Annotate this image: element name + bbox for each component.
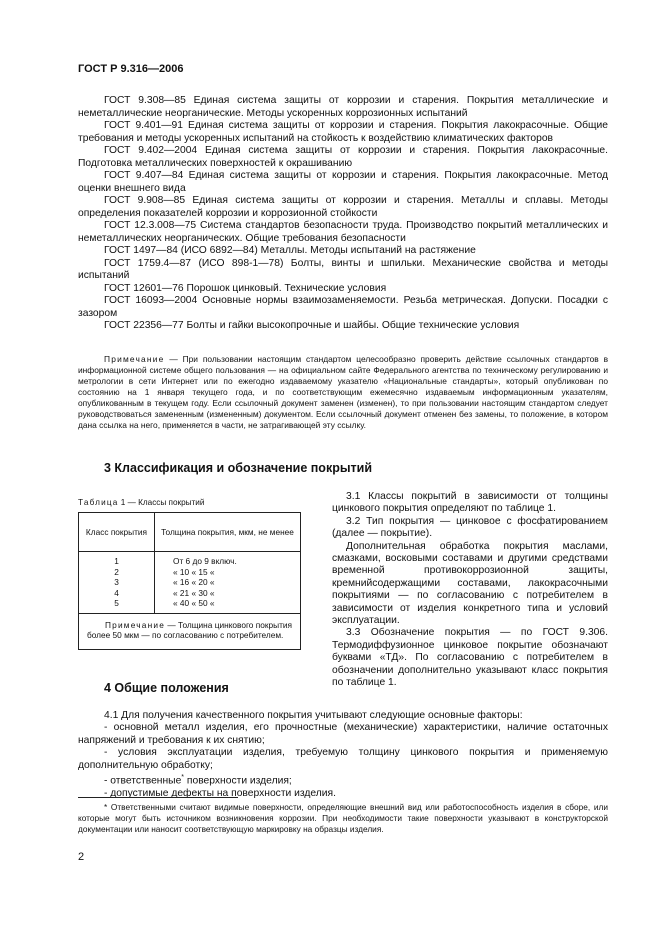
- reference-item: ГОСТ 1497—84 (ИСО 6892—84) Металлы. Методы испытаний на растяжение: [104, 245, 476, 256]
- list-item: [78, 772, 608, 788]
- footnote-divider: [78, 797, 238, 798]
- class-value: 1: [114, 556, 119, 566]
- note-text: — При пользовании настоящим стандартом целесообразно проверить действие ссылочных стандартов в информационной системе общего пользования — на официальном сайте Федерального агентства по техническому регулированию и метрологии в сети Интернет или по ежегодно издаваемому указателю «Национальные стандарты», который опубликован по состоянию на 1 января текущего года, и по соответствующим ежемесячно издаваемым информационным указателям, опубликованным в текущем году. Если ссылочный документ заменен (изменен), то при пользовании настоящим стандартом следует руководствоваться замененным (измененным) документом. Если ссылочный документ отменен без замены, то положение, в котором дана ссылка на него, применяется в части, не затрагивающей эту ссылку.: [78, 354, 609, 430]
- footnote-marker: *: [181, 774, 185, 782]
- table-caption-text: 1 — Классы покрытий: [120, 498, 205, 507]
- col-header-class: Класс покрытия: [79, 513, 155, 552]
- table-note-row: [79, 613, 301, 649]
- reference-item: ГОСТ 12601—76 Порошок цинковый. Технические условия: [104, 282, 387, 294]
- class-values-cell: [79, 552, 155, 614]
- class-value: 2: [114, 566, 119, 577]
- thickness-values-cell: [155, 552, 301, 614]
- normative-references-list: [78, 95, 608, 333]
- section-4-text: [78, 710, 608, 800]
- reference-item: ГОСТ 9.402—2004 Единая система защиты от коррозии и старения. Покрытия лакокрасочные. Подготовка металлических поверхностей к окрашиванию: [78, 145, 608, 169]
- note-label: Примечание: [104, 354, 165, 364]
- references-note: [78, 354, 608, 431]
- page-number: 2: [78, 851, 85, 863]
- section-4-title: 4 Общие положения: [104, 681, 229, 695]
- table-note-cell: [79, 613, 301, 649]
- col-header-thickness: Толщина покрытия, мкм, не менее: [155, 513, 301, 552]
- thickness-value: « 21 « 30 «: [173, 587, 215, 598]
- list-item: - основной металл изделия, его прочностные (механические) характеристики, наличие остаточных напряжений и требования к их снятию;: [78, 722, 608, 746]
- class-value: 4: [114, 587, 119, 598]
- document-code-header: ГОСТ Р 9.316—2006: [78, 63, 184, 75]
- thickness-value: « 10 « 15 «: [173, 566, 215, 577]
- reference-item: ГОСТ 9.308—85 Единая система защиты от коррозии и старения. Покрытия металлические и неметаллические неорганические. Методы ускоренных коррозионных испытаний: [78, 95, 608, 119]
- list-item: - условия эксплуатации изделия, требуемую толщину цинкового покрытия и применяемую дополнительную обработку;: [78, 747, 608, 771]
- paragraph: 3.3 Обозначение покрытия — по ГОСТ 9.306. Термодиффузионное цинковое покрытие обозначают буквами «ТД». По согласованию с потребителем в обозначении дополнительно указывают класс покрытия по таблице 1.: [332, 627, 608, 689]
- reference-item: ГОСТ 1759.4—87 (ИСО 898-1—78) Болты, винты и шпильки. Механические свойства и методы испытаний: [78, 257, 608, 281]
- class-value: 3: [114, 577, 119, 587]
- reference-item: ГОСТ 9.908—85 Единая система защиты от коррозии и старения. Металлы и сплавы. Методы определения показателей коррозии и коррозионной стойкости: [78, 195, 608, 219]
- footnote: * Ответственными считают видимые поверхности, определяющие внешний вид или работоспособность изделия в сборе, или которые могут быть источником возникновения коррозии. При необходимости такие поверхности указывают в конструкторской документации или наносит соответствующую маркировку на образцы изделия.: [78, 802, 608, 834]
- reference-item: ГОСТ 22356—77 Болты и гайки высокопрочные и шайбы. Общие технические условия: [104, 320, 520, 331]
- class-value: 5: [114, 598, 119, 608]
- list-item-tail: поверхности изделия;: [184, 775, 292, 787]
- table-header-row: [79, 513, 301, 552]
- thickness-value: От 6 до 9 включ.: [173, 556, 237, 566]
- table-label: Таблица: [78, 498, 119, 507]
- reference-item: ГОСТ 9.401—91 Единая система защиты от коррозии и старения. Покрытия лакокрасочные. Общие требования и методы ускоренных испытаний на стойкость к воздействию климатических факторов: [78, 120, 608, 144]
- coating-classes-table: [78, 512, 301, 650]
- section-3-title: 3 Классификация и обозначение покрытий: [104, 461, 372, 475]
- list-item-text: - ответственные: [104, 775, 182, 787]
- table-note-label: Примечание: [105, 619, 166, 630]
- paragraph: 3.1 Классы покрытий в зависимости от толщины цинкового покрытия определяют по таблице 1.: [332, 491, 608, 515]
- reference-item: ГОСТ 9.407—84 Единая система защиты от коррозии и старения. Покрытия лакокрасочные. Метод оценки внешнего вида: [78, 170, 608, 194]
- thickness-value: « 16 « 20 «: [173, 577, 215, 587]
- table-note-text: — Толщина цинкового покрытия более 50 мкм — по согласованию с потребителем.: [87, 619, 293, 640]
- table-1-caption: [78, 498, 204, 507]
- list-item: - допустимые дефекты на поверхности изделия.: [104, 787, 336, 799]
- reference-item: ГОСТ 12.3.008—75 Система стандартов безопасности труда. Производство покрытий металлических и неметаллических неорганических. Общие требования безопасности: [78, 220, 608, 244]
- paragraph: 3.2 Тип покрытия — цинковое с фосфатированием (далее — покрытие).: [332, 515, 608, 540]
- thickness-value: « 40 « 50 «: [173, 598, 215, 608]
- table-row: [79, 552, 301, 614]
- reference-item: ГОСТ 16093—2004 Основные нормы взаимозаменяемости. Резьба метрическая. Допуски. Посадки с зазором: [78, 295, 608, 319]
- paragraph: 4.1 Для получения качественного покрытия учитывают следующие основные факторы:: [104, 710, 523, 721]
- paragraph: Дополнительная обработка покрытия маслами, смазками, восковыми составами и другими средствами временной противокоррозионной защиты, кремнийсодержащими составами, лакокрасочными покрытиями — по согласованию с потребителем в зависимости от изделия конкретного типа и условий эксплуатации.: [332, 540, 608, 627]
- section-3-text: [332, 491, 608, 690]
